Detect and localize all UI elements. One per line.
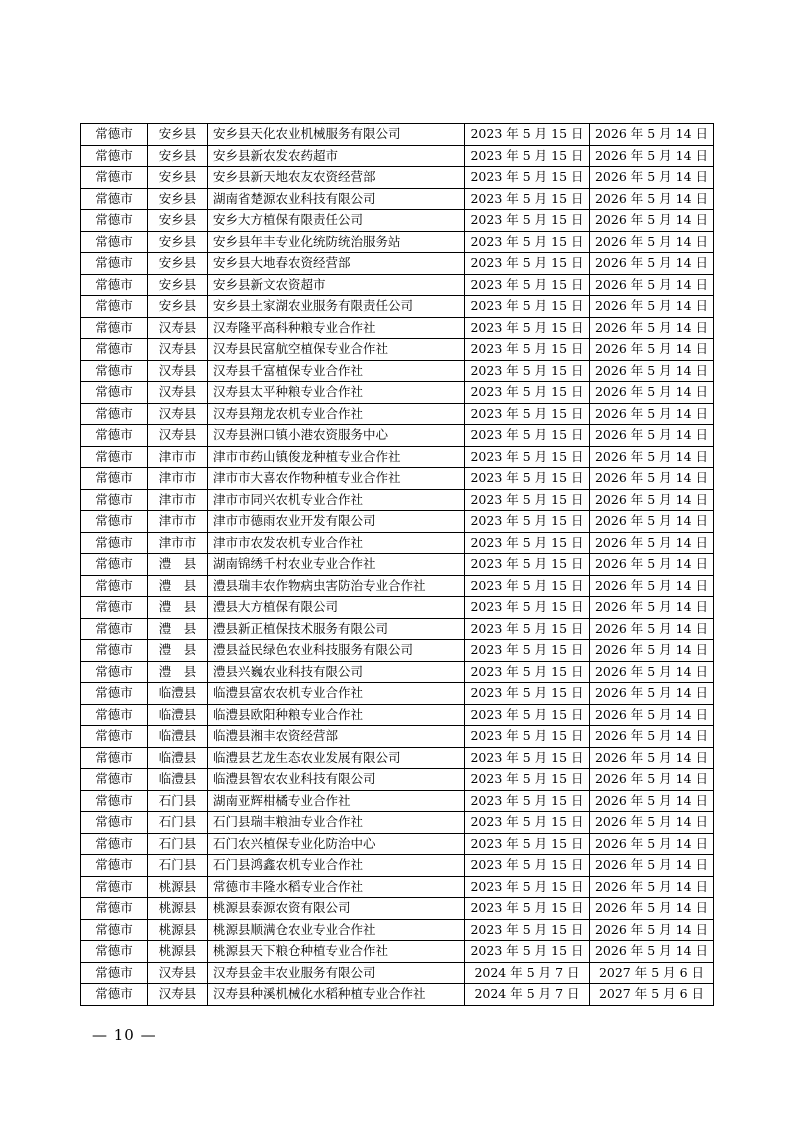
county-cell: 临澧县 [148,747,208,769]
city-cell: 常德市 [81,274,148,296]
start-date-cell: 2023 年 5 月 15 日 [465,231,590,253]
start-date-cell: 2023 年 5 月 15 日 [465,425,590,447]
end-date-cell: 2026 年 5 月 14 日 [590,425,714,447]
start-date-cell: 2023 年 5 月 15 日 [465,769,590,791]
end-date-cell: 2026 年 5 月 14 日 [590,145,714,167]
county-cell: 临澧县 [148,769,208,791]
end-date-cell: 2026 年 5 月 14 日 [590,554,714,576]
end-date-cell: 2027 年 5 月 6 日 [590,984,714,1006]
table-row [81,941,714,963]
start-date-cell: 2023 年 5 月 15 日 [465,253,590,275]
city-cell: 常德市 [81,317,148,339]
city-cell: 常德市 [81,253,148,275]
table-row [81,898,714,920]
county-cell: 澧 县 [148,640,208,662]
county-cell: 津市市 [148,511,208,533]
organization-name-cell: 湖南锦绣千村农业专业合作社 [208,554,465,576]
organization-name-cell: 汉寿县翔龙农机专业合作社 [208,403,465,425]
city-cell: 常德市 [81,403,148,425]
county-cell: 石门县 [148,833,208,855]
table-row [81,511,714,533]
start-date-cell: 2023 年 5 月 15 日 [465,898,590,920]
table-row [81,618,714,640]
end-date-cell: 2026 年 5 月 14 日 [590,597,714,619]
start-date-cell: 2023 年 5 月 15 日 [465,876,590,898]
table-row [81,425,714,447]
table-row [81,790,714,812]
start-date-cell: 2023 年 5 月 15 日 [465,554,590,576]
organization-name-cell: 安乡县天化农业机械服务有限公司 [208,124,465,146]
city-cell: 常德市 [81,984,148,1006]
start-date-cell: 2023 年 5 月 15 日 [465,360,590,382]
organization-name-cell: 澧县瑞丰农作物病虫害防治专业合作社 [208,575,465,597]
table-row [81,919,714,941]
end-date-cell: 2026 年 5 月 14 日 [590,468,714,490]
start-date-cell: 2023 年 5 月 15 日 [465,747,590,769]
end-date-cell: 2026 年 5 月 14 日 [590,253,714,275]
city-cell: 常德市 [81,296,148,318]
county-cell: 临澧县 [148,704,208,726]
table-row [81,446,714,468]
end-date-cell: 2026 年 5 月 14 日 [590,769,714,791]
organization-name-cell: 临澧县艺龙生态农业发展有限公司 [208,747,465,769]
end-date-cell: 2026 年 5 月 14 日 [590,855,714,877]
city-cell: 常德市 [81,167,148,189]
table-row [81,769,714,791]
city-cell: 常德市 [81,511,148,533]
county-cell: 临澧县 [148,683,208,705]
table-row [81,188,714,210]
end-date-cell: 2026 年 5 月 14 日 [590,790,714,812]
start-date-cell: 2023 年 5 月 15 日 [465,575,590,597]
table-row [81,597,714,619]
start-date-cell: 2023 年 5 月 15 日 [465,317,590,339]
end-date-cell: 2026 年 5 月 14 日 [590,511,714,533]
end-date-cell: 2026 年 5 月 14 日 [590,812,714,834]
start-date-cell: 2023 年 5 月 15 日 [465,382,590,404]
organization-name-cell: 石门县瑞丰粮油专业合作社 [208,812,465,834]
table-row [81,683,714,705]
city-cell: 常德市 [81,640,148,662]
city-cell: 常德市 [81,231,148,253]
start-date-cell: 2023 年 5 月 15 日 [465,704,590,726]
organization-name-cell: 临澧县智农农业科技有限公司 [208,769,465,791]
end-date-cell: 2026 年 5 月 14 日 [590,274,714,296]
city-cell: 常德市 [81,876,148,898]
organization-name-cell: 澧县兴巍农业科技有限公司 [208,661,465,683]
city-cell: 常德市 [81,747,148,769]
table-row [81,661,714,683]
table-row [81,640,714,662]
county-cell: 津市市 [148,489,208,511]
city-cell: 常德市 [81,790,148,812]
organization-name-cell: 津市市农发农机专业合作社 [208,532,465,554]
start-date-cell: 2023 年 5 月 15 日 [465,468,590,490]
start-date-cell: 2023 年 5 月 15 日 [465,855,590,877]
city-cell: 常德市 [81,898,148,920]
county-cell: 澧 县 [148,661,208,683]
organization-name-cell: 津市市大喜农作物种植专业合作社 [208,468,465,490]
city-cell: 常德市 [81,704,148,726]
start-date-cell: 2023 年 5 月 15 日 [465,812,590,834]
start-date-cell: 2023 年 5 月 15 日 [465,597,590,619]
table-row [81,747,714,769]
end-date-cell: 2026 年 5 月 14 日 [590,876,714,898]
organization-name-cell: 汉寿县民富航空植保专业合作社 [208,339,465,361]
start-date-cell: 2023 年 5 月 15 日 [465,532,590,554]
end-date-cell: 2026 年 5 月 14 日 [590,747,714,769]
start-date-cell: 2023 年 5 月 15 日 [465,489,590,511]
county-cell: 安乡县 [148,231,208,253]
city-cell: 常德市 [81,188,148,210]
city-cell: 常德市 [81,597,148,619]
county-cell: 安乡县 [148,253,208,275]
city-cell: 常德市 [81,339,148,361]
table-row [81,812,714,834]
end-date-cell: 2026 年 5 月 14 日 [590,575,714,597]
table-row [81,253,714,275]
organization-name-cell: 常德市丰隆水稻专业合作社 [208,876,465,898]
table-row [81,296,714,318]
end-date-cell: 2026 年 5 月 14 日 [590,618,714,640]
table-row [81,382,714,404]
start-date-cell: 2023 年 5 月 15 日 [465,661,590,683]
end-date-cell: 2026 年 5 月 14 日 [590,360,714,382]
start-date-cell: 2023 年 5 月 15 日 [465,274,590,296]
end-date-cell: 2026 年 5 月 14 日 [590,833,714,855]
city-cell: 常德市 [81,618,148,640]
city-cell: 常德市 [81,425,148,447]
city-cell: 常德市 [81,489,148,511]
table-row [81,317,714,339]
organization-name-cell: 石门农兴植保专业化防治中心 [208,833,465,855]
table-row [81,339,714,361]
organization-name-cell: 湖南省楚源农业科技有限公司 [208,188,465,210]
organization-name-cell: 澧县益民绿色农业科技服务有限公司 [208,640,465,662]
organization-name-cell: 临澧县湘丰农资经营部 [208,726,465,748]
county-cell: 津市市 [148,446,208,468]
table-row [81,726,714,748]
organization-name-cell: 桃源县泰源农资有限公司 [208,898,465,920]
end-date-cell: 2026 年 5 月 14 日 [590,683,714,705]
end-date-cell: 2026 年 5 月 14 日 [590,403,714,425]
table-row [81,231,714,253]
table-row [81,468,714,490]
city-cell: 常德市 [81,855,148,877]
organization-name-cell: 汉寿县种溪机械化水稻种植专业合作社 [208,984,465,1006]
county-cell: 桃源县 [148,876,208,898]
county-cell: 安乡县 [148,274,208,296]
county-cell: 石门县 [148,790,208,812]
end-date-cell: 2026 年 5 月 14 日 [590,661,714,683]
city-cell: 常德市 [81,124,148,146]
end-date-cell: 2026 年 5 月 14 日 [590,489,714,511]
county-cell: 澧 县 [148,554,208,576]
end-date-cell: 2026 年 5 月 14 日 [590,898,714,920]
end-date-cell: 2026 年 5 月 14 日 [590,919,714,941]
organization-name-cell: 安乡县大地春农资经营部 [208,253,465,275]
start-date-cell: 2023 年 5 月 15 日 [465,511,590,533]
organization-name-cell: 石门县鸿鑫农机专业合作社 [208,855,465,877]
county-cell: 安乡县 [148,210,208,232]
end-date-cell: 2026 年 5 月 14 日 [590,317,714,339]
organization-name-cell: 桃源县天下粮仓种植专业合作社 [208,941,465,963]
city-cell: 常德市 [81,769,148,791]
county-cell: 汉寿县 [148,382,208,404]
city-cell: 常德市 [81,919,148,941]
end-date-cell: 2026 年 5 月 14 日 [590,296,714,318]
start-date-cell: 2023 年 5 月 15 日 [465,403,590,425]
county-cell: 津市市 [148,468,208,490]
county-cell: 桃源县 [148,898,208,920]
table-row [81,855,714,877]
records-table [80,123,714,1006]
table-row [81,876,714,898]
start-date-cell: 2023 年 5 月 15 日 [465,618,590,640]
table-row [81,575,714,597]
organization-name-cell: 澧县新正植保技术服务有限公司 [208,618,465,640]
start-date-cell: 2023 年 5 月 15 日 [465,339,590,361]
organization-name-cell: 澧县大方植保有限公司 [208,597,465,619]
end-date-cell: 2026 年 5 月 14 日 [590,941,714,963]
city-cell: 常德市 [81,446,148,468]
organization-name-cell: 安乡县新农发农药超市 [208,145,465,167]
organization-name-cell: 安乡县新文农资超市 [208,274,465,296]
end-date-cell: 2026 年 5 月 14 日 [590,726,714,748]
city-cell: 常德市 [81,941,148,963]
city-cell: 常德市 [81,575,148,597]
city-cell: 常德市 [81,360,148,382]
table-row [81,489,714,511]
city-cell: 常德市 [81,812,148,834]
end-date-cell: 2026 年 5 月 14 日 [590,339,714,361]
start-date-cell: 2023 年 5 月 15 日 [465,145,590,167]
county-cell: 桃源县 [148,941,208,963]
start-date-cell: 2023 年 5 月 15 日 [465,683,590,705]
city-cell: 常德市 [81,683,148,705]
start-date-cell: 2023 年 5 月 15 日 [465,640,590,662]
organization-name-cell: 津市市德雨农业开发有限公司 [208,511,465,533]
county-cell: 石门县 [148,855,208,877]
county-cell: 安乡县 [148,188,208,210]
city-cell: 常德市 [81,468,148,490]
start-date-cell: 2023 年 5 月 15 日 [465,188,590,210]
county-cell: 汉寿县 [148,425,208,447]
organization-name-cell: 汉寿县金丰农业服务有限公司 [208,962,465,984]
table-row [81,360,714,382]
organization-name-cell: 津市市同兴农机专业合作社 [208,489,465,511]
county-cell: 安乡县 [148,124,208,146]
end-date-cell: 2026 年 5 月 14 日 [590,640,714,662]
end-date-cell: 2026 年 5 月 14 日 [590,446,714,468]
county-cell: 临澧县 [148,726,208,748]
organization-name-cell: 安乡县年丰专业化统防统治服务站 [208,231,465,253]
table-row [81,984,714,1006]
organization-name-cell: 汉寿县千富植保专业合作社 [208,360,465,382]
table-row [81,403,714,425]
end-date-cell: 2026 年 5 月 14 日 [590,532,714,554]
end-date-cell: 2026 年 5 月 14 日 [590,704,714,726]
start-date-cell: 2023 年 5 月 15 日 [465,296,590,318]
county-cell: 安乡县 [148,145,208,167]
organization-name-cell: 临澧县欧阳种粮专业合作社 [208,704,465,726]
end-date-cell: 2026 年 5 月 14 日 [590,167,714,189]
table-row [81,833,714,855]
end-date-cell: 2026 年 5 月 14 日 [590,210,714,232]
city-cell: 常德市 [81,145,148,167]
table-row [81,167,714,189]
table-row [81,962,714,984]
end-date-cell: 2026 年 5 月 14 日 [590,188,714,210]
county-cell: 桃源县 [148,919,208,941]
table-row [81,274,714,296]
start-date-cell: 2023 年 5 月 15 日 [465,210,590,232]
start-date-cell: 2023 年 5 月 15 日 [465,167,590,189]
city-cell: 常德市 [81,532,148,554]
county-cell: 石门县 [148,812,208,834]
records-table-body [81,124,714,1006]
end-date-cell: 2026 年 5 月 14 日 [590,382,714,404]
start-date-cell: 2023 年 5 月 15 日 [465,790,590,812]
county-cell: 澧 县 [148,618,208,640]
end-date-cell: 2026 年 5 月 14 日 [590,124,714,146]
start-date-cell: 2023 年 5 月 15 日 [465,446,590,468]
start-date-cell: 2023 年 5 月 15 日 [465,941,590,963]
city-cell: 常德市 [81,962,148,984]
city-cell: 常德市 [81,726,148,748]
start-date-cell: 2023 年 5 月 15 日 [465,726,590,748]
start-date-cell: 2024 年 5 月 7 日 [465,962,590,984]
city-cell: 常德市 [81,661,148,683]
organization-name-cell: 湖南亚辉柑橘专业合作社 [208,790,465,812]
city-cell: 常德市 [81,382,148,404]
table-row [81,704,714,726]
page-number: — 10 — [92,1026,157,1044]
county-cell: 澧 县 [148,575,208,597]
table-row [81,145,714,167]
start-date-cell: 2023 年 5 月 15 日 [465,919,590,941]
table-row [81,532,714,554]
table-row [81,124,714,146]
organization-name-cell: 汉寿县太平种粮专业合作社 [208,382,465,404]
start-date-cell: 2023 年 5 月 15 日 [465,833,590,855]
organization-name-cell: 临澧县富农农机专业合作社 [208,683,465,705]
county-cell: 澧 县 [148,597,208,619]
county-cell: 汉寿县 [148,984,208,1006]
county-cell: 汉寿县 [148,360,208,382]
city-cell: 常德市 [81,554,148,576]
organization-name-cell: 安乡县土家湖农业服务有限责任公司 [208,296,465,318]
organization-name-cell: 桃源县顺满仓农业专业合作社 [208,919,465,941]
city-cell: 常德市 [81,210,148,232]
table-row [81,554,714,576]
city-cell: 常德市 [81,833,148,855]
county-cell: 汉寿县 [148,317,208,339]
organization-name-cell: 汉寿隆平高科种粮专业合作社 [208,317,465,339]
organization-name-cell: 安乡县新天地农友农资经营部 [208,167,465,189]
county-cell: 汉寿县 [148,403,208,425]
end-date-cell: 2026 年 5 月 14 日 [590,231,714,253]
county-cell: 安乡县 [148,167,208,189]
county-cell: 安乡县 [148,296,208,318]
organization-name-cell: 安乡大方植保有限责任公司 [208,210,465,232]
start-date-cell: 2023 年 5 月 15 日 [465,124,590,146]
county-cell: 津市市 [148,532,208,554]
start-date-cell: 2024 年 5 月 7 日 [465,984,590,1006]
organization-name-cell: 汉寿县洲口镇小港农资服务中心 [208,425,465,447]
table-row [81,210,714,232]
county-cell: 汉寿县 [148,339,208,361]
county-cell: 汉寿县 [148,962,208,984]
organization-name-cell: 津市市药山镇俊龙种植专业合作社 [208,446,465,468]
end-date-cell: 2027 年 5 月 6 日 [590,962,714,984]
